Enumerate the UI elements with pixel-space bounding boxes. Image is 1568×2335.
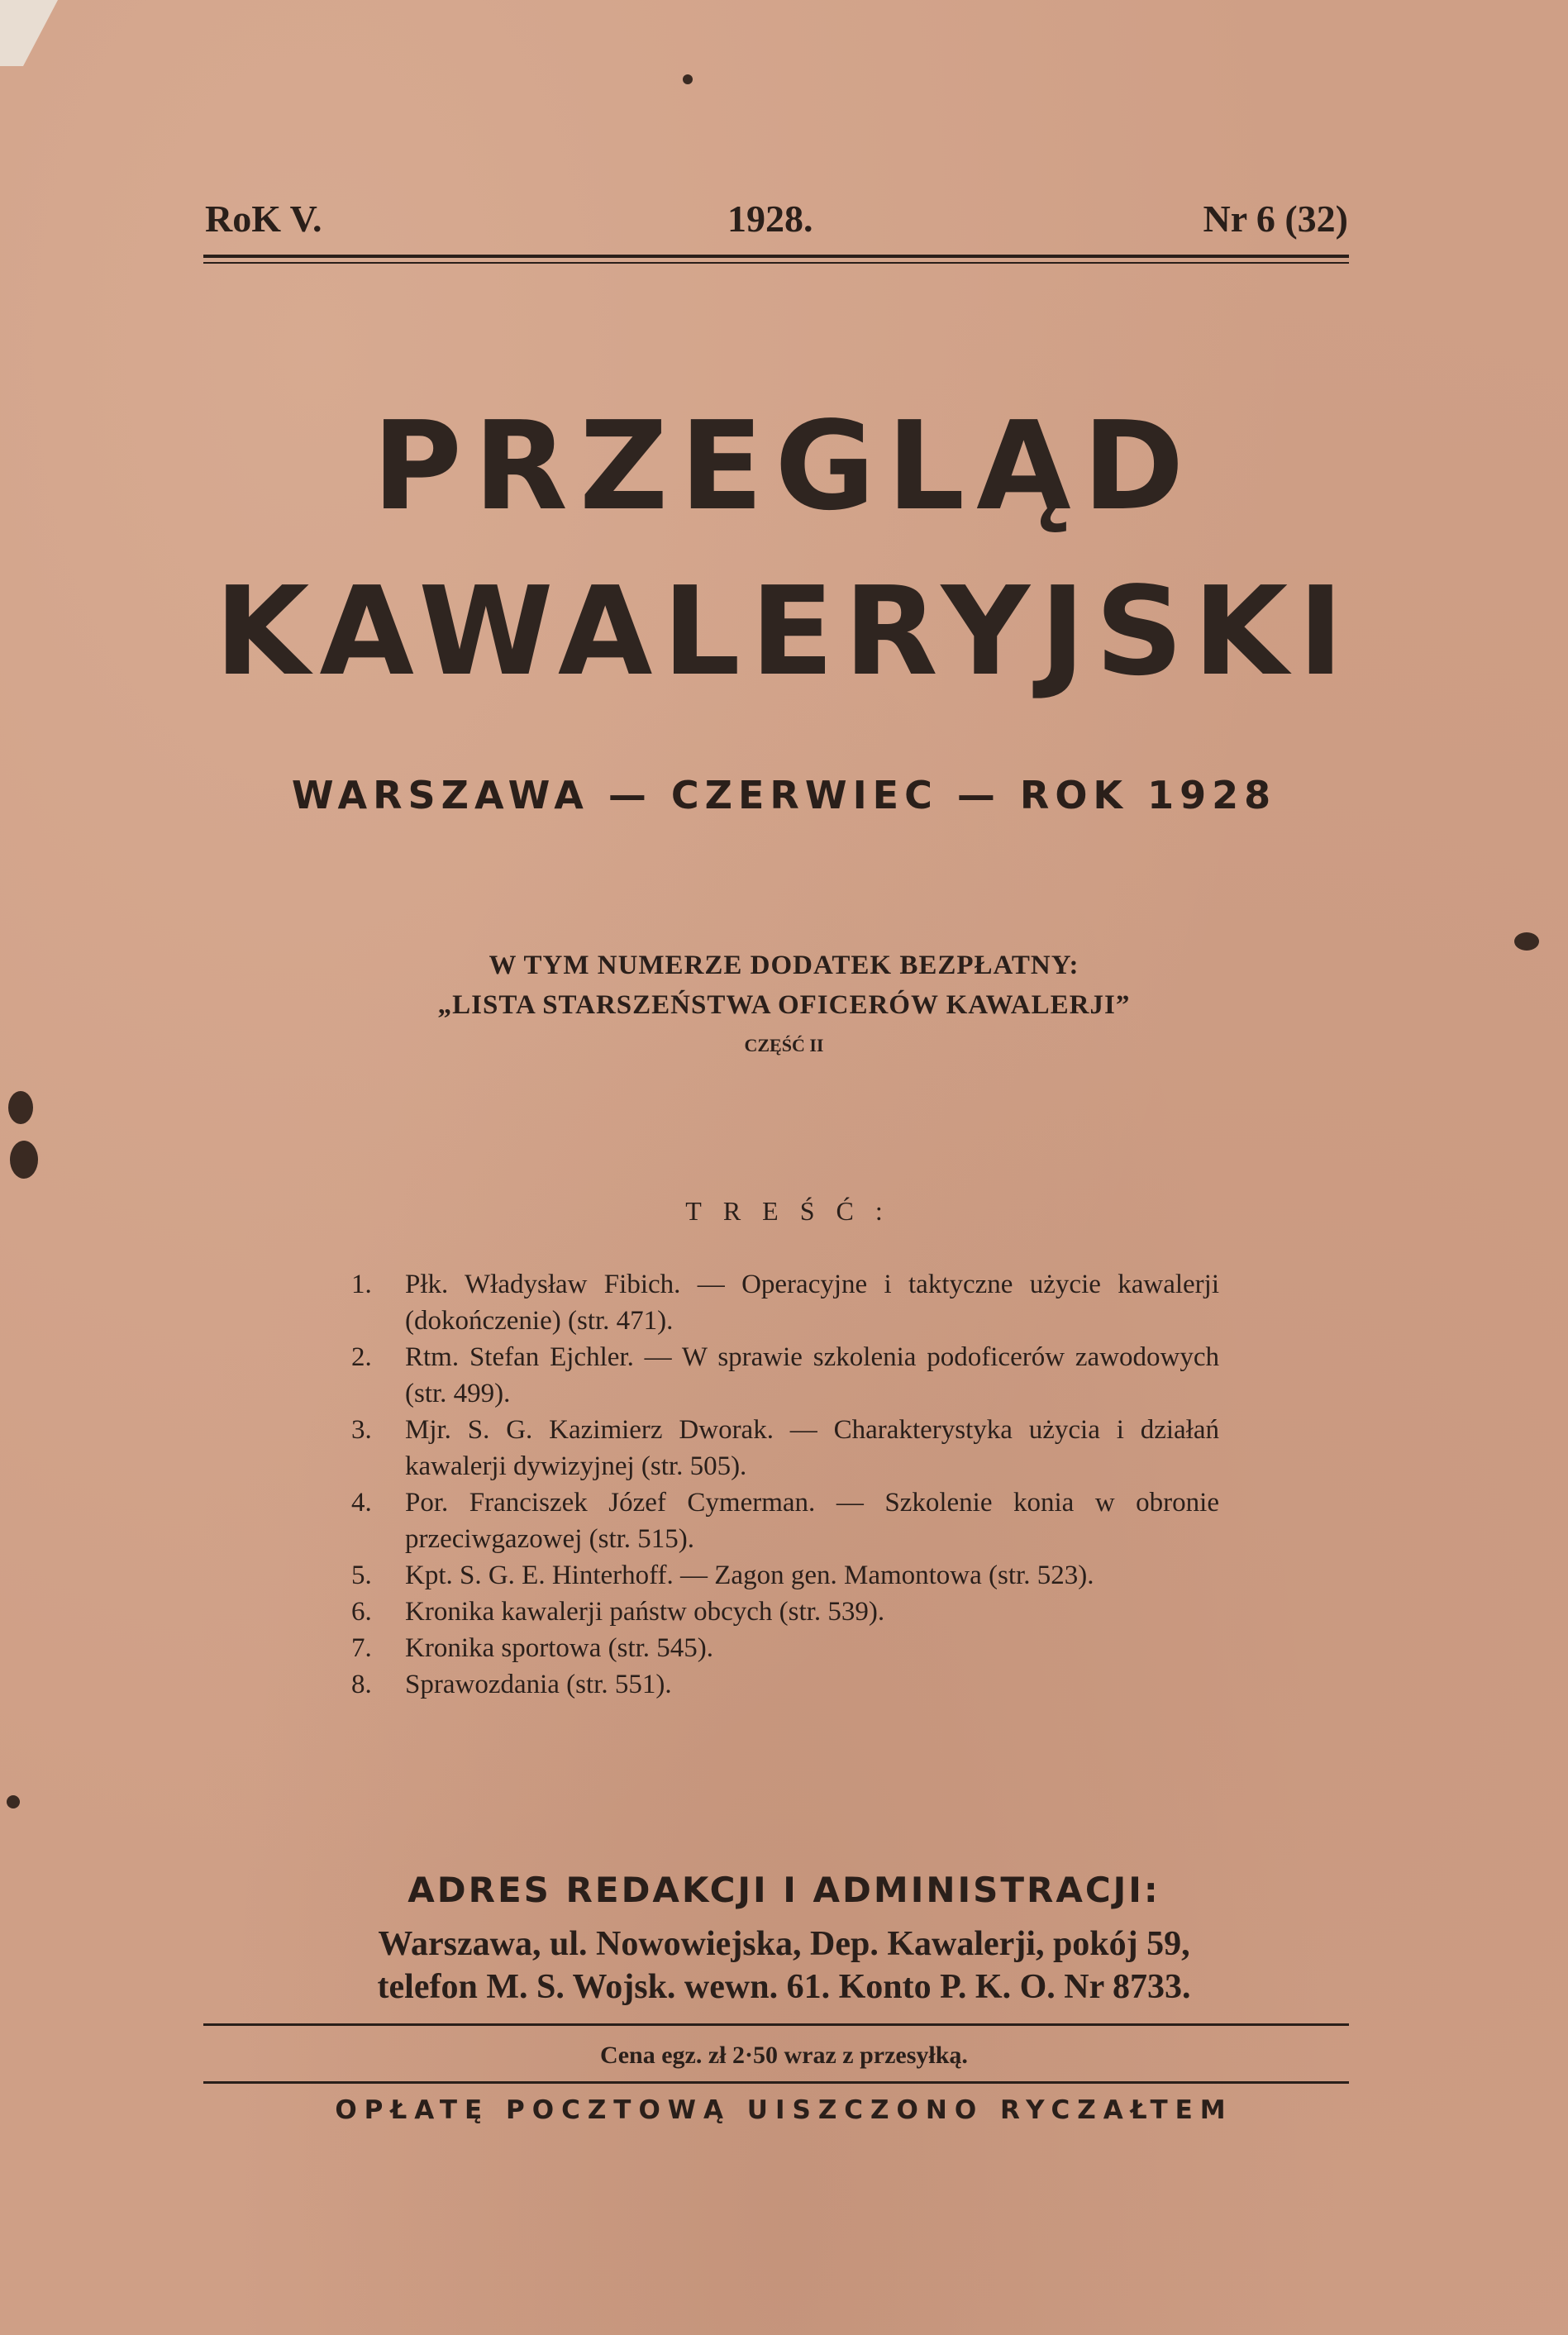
toc-item-number: 4. [351, 1488, 372, 1518]
toc-item-number: 2. [351, 1342, 372, 1372]
toc-item-number: 6. [351, 1597, 372, 1627]
toc-item-text: Kronika kawalerji państw obcych (str. 539). [405, 1597, 885, 1627]
toc-item-text: Sprawozdania (str. 551). [405, 1670, 672, 1699]
toc-heading: TREŚĆ: [685, 1196, 904, 1226]
issue-label: Nr 6 (32) [1203, 198, 1348, 240]
toc-item-number: 3. [351, 1415, 372, 1445]
toc-item-number: 7. [351, 1633, 372, 1663]
toc-item-number: 8. [351, 1670, 372, 1699]
toc-item [351, 1484, 1219, 1557]
toc-item-text: Kpt. S. G. E. Hinterhoff. — Zagon gen. Mamontowa (str. 523). [405, 1561, 1094, 1590]
stain-spot [8, 1091, 33, 1124]
footer-rule [203, 2023, 1349, 2026]
toc-item-text: Płk. Władysław Fibich. — Operacyjne i taktyczne użycie kawalerji (dokończenie) (str. 471). [405, 1270, 1219, 1336]
stain-spot [1514, 932, 1539, 951]
year-label: 1928. [727, 198, 813, 240]
supplement-line2: „LISTA STARSZEŃSTWA OFICERÓW KAWALERJI” [437, 990, 1131, 1020]
supplement-line1: W TYM NUMERZE DODATEK BEZPŁATNY: [489, 951, 1079, 980]
toc-item [351, 1557, 1219, 1594]
volume-label: RoK V. [205, 198, 322, 240]
postal-notice: OPŁATĘ POCZTOWĄ UISZCZONO RYCZAŁTEM [335, 2095, 1233, 2125]
toc-item-text: Kronika sportowa (str. 545). [405, 1633, 714, 1663]
place-date-line: WARSZAWA — CZERWIEC — ROK 1928 [291, 773, 1277, 817]
stain-spot [10, 1141, 38, 1179]
footer-rule [203, 2081, 1349, 2084]
address-line2: telefon M. S. Wojsk. wewn. 61. Konto P. K. O. Nr 8733. [377, 1968, 1191, 2006]
supplement-part: CZĘŚĆ II [744, 1035, 824, 1056]
toc-item [351, 1412, 1219, 1484]
toc-item-number: 5. [351, 1561, 372, 1590]
address-line1: Warszawa, ul. Nowowiejska, Dep. Kawalerji, pokój 59, [378, 1925, 1190, 1963]
magazine-title-line2: KAWALERYJSKI [214, 560, 1354, 703]
toc-item [351, 1630, 1219, 1666]
toc-item-text: Rtm. Stefan Ejchler. — W sprawie szkolenia podoficerów zawodowych (str. 499). [405, 1342, 1219, 1408]
table-of-contents [351, 1266, 1219, 1703]
torn-corner [0, 0, 58, 66]
stain-spot [7, 1795, 20, 1808]
toc-item-number: 1. [351, 1270, 372, 1299]
toc-item [351, 1339, 1219, 1412]
toc-item [351, 1666, 1219, 1703]
price-line: Cena egz. zł 2·50 wraz z przesyłką. [600, 2042, 968, 2069]
toc-item-text: Por. Franciszek Józef Cymerman. — Szkolenie konia w obronie przeciwgazowej (str. 515). [405, 1488, 1219, 1554]
toc-item-text: Mjr. S. G. Kazimierz Dworak. — Charakterystyka użycia i działań kawalerji dywizyjnej (str. 505). [405, 1415, 1219, 1481]
magazine-title-line1: PRZEGLĄD [372, 395, 1196, 537]
stain-spot [683, 74, 693, 84]
header-rule [203, 262, 1349, 264]
toc-item [351, 1266, 1219, 1339]
toc-item [351, 1594, 1219, 1630]
address-heading: ADRES REDAKCJI I ADMINISTRACJI: [407, 1870, 1161, 1910]
header-rule [203, 255, 1349, 258]
